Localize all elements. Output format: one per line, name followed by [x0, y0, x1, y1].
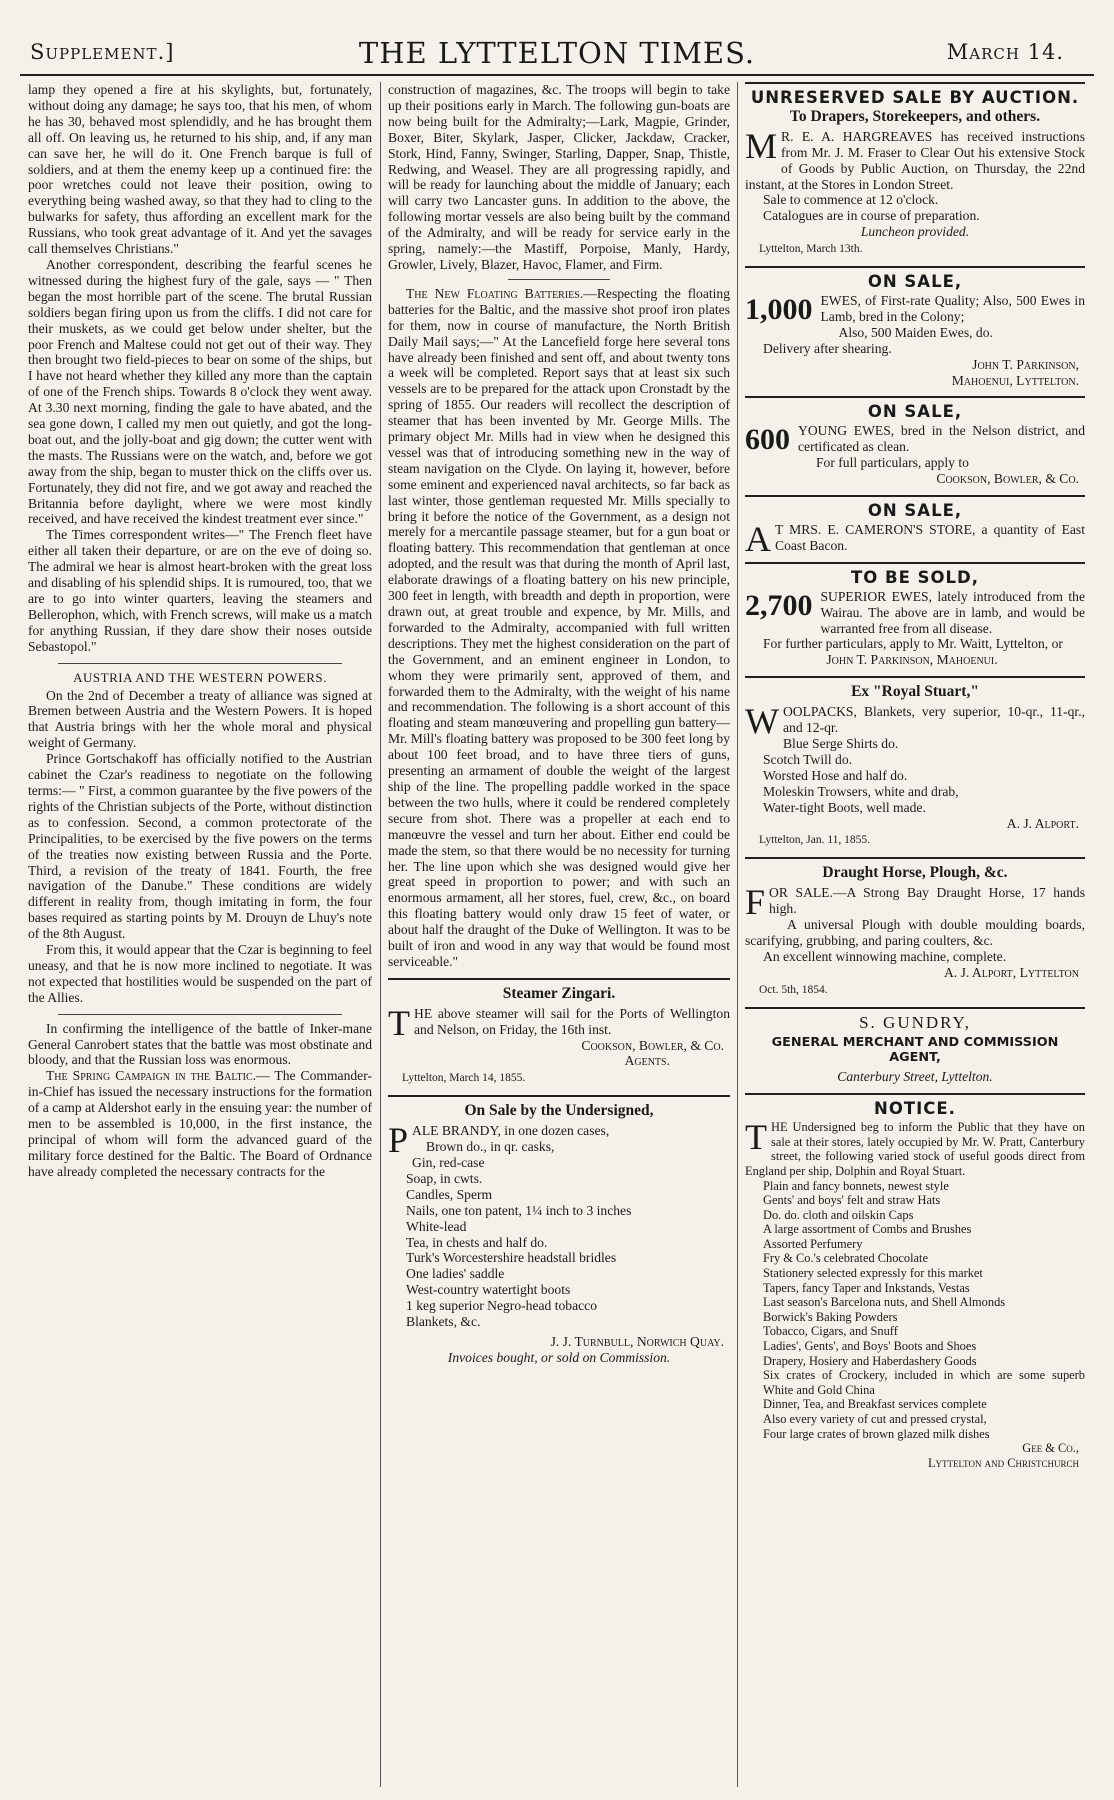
ad-subtitle: To Drapers, Storekeepers, and others.: [789, 107, 1041, 125]
list-item: Soap, in cwts.: [406, 1170, 483, 1186]
list-item: Blue Serge Shirts do.: [782, 736, 899, 751]
paragraph-heading: The New Floating Batteries.—: [406, 285, 597, 301]
list-item: Four large crates of brown glazed milk dishes: [763, 1426, 990, 1441]
list-item: Also every variety of cut and pressed crystal,: [763, 1412, 987, 1426]
ad-line: An excellent winnowing machine, complete.: [763, 948, 1007, 964]
divider: [745, 82, 1085, 84]
list-item: White-lead: [406, 1218, 467, 1234]
article-paragraph: In confirming the intelligence of the battle of Inker-mane General Canrobert states that the battle was most obstinate and bloody, and that the Russian loss was enormous.: [28, 1020, 372, 1068]
ad-quantity: 2,700: [745, 588, 813, 622]
article-paragraph: construction of magazines, &c. The troops will begin to take up their positions early in March. The following gun-boats are now being built for the Admiralty;—Lark, Magpie, Grinder, Boxer, Biter, Skylark, Jasper, Clicker, Jackdaw, Cracker, Stork, Hind, Fanny, Swinger, Starling, Dapper, Snap, Thistle, Redwing, and Weasel. They are all progressing rapidly, and will be ready for launching about the middle of January; each will carry two Lancaster guns. In addition to the above, the following mortar vessels are also being built by the command of the Admiralty, and will be ready for service early in the spring, namely:—the Mastiff, Porpoise, Manly, Hardy, Growler, Lively, Blazer, Havoc, Flamer, and Firm.: [388, 82, 730, 272]
merchant-name: S. GUNDRY,: [859, 1012, 971, 1032]
drop-cap: T: [388, 1002, 410, 1043]
list-item: Water-tight Boots, well made.: [763, 799, 926, 815]
list-item: Borwick's Baking Powders: [763, 1309, 898, 1324]
list-item: One ladies' saddle: [406, 1266, 505, 1282]
article-paragraph: lamp they opened a fire at his skylights, but, fortunately, without doing any damage; he says too, that his men, of whom he has 30, behaved most splendidly, and he has brought them all off. On leaving us, he returned to his ship, and, if any man can save her, he will do it. One French barque is full of soldiers, and at them the enemy keep up a continued fire: the poor wretches could not leave their position, owing to everything being washed away, so that they had to cling to the bulwarks for safety, thus affording an excellent mark for the Russians, who took great advantage of it. And yet the savages call themselves Christians.": [28, 82, 372, 257]
list-item: Six crates of Crockery, included in which are some superb White and Gold China: [763, 1368, 1085, 1397]
ad-title: NOTICE.: [874, 1099, 956, 1119]
ad-body: SUPERIOR EWES, lately introduced from the Wairau. The above are in lamb, and would be warranted free from all disease.: [820, 588, 1085, 636]
divider: [745, 396, 1085, 398]
ad-signature-address: Lyttelton and Christchurch: [927, 1455, 1079, 1470]
drop-cap: W: [745, 701, 779, 742]
ad-signature: A. J. Alport.: [1006, 815, 1079, 831]
ad-line: Sale to commence at 12 o'clock.: [763, 192, 939, 208]
column-divider: [737, 82, 738, 1787]
drop-cap: A: [745, 518, 771, 559]
ad-date: Lyttelton, March 14, 1855.: [402, 1072, 526, 1085]
divider: [745, 676, 1085, 678]
ad-auction: [745, 90, 1085, 258]
ad-signature: A. J. Alport, Lyttelton: [943, 964, 1079, 980]
ad-title: ON SALE,: [867, 402, 963, 422]
list-item: Nails, one ton patent, 1¼ inch to 3 inches: [406, 1202, 632, 1218]
divider: [58, 663, 342, 664]
ad-line: Delivery after shearing.: [763, 340, 892, 356]
ad-title: On Sale by the Undersigned,: [464, 1102, 654, 1120]
ad-body: R. E. A. HARGREAVES has received instructions from Mr. J. M. Fraser to Clear Out his extensive Stock of Goods by Public Auction, on Thursday, the 22nd instant, at the Stores in London Street.: [745, 128, 1085, 192]
article-paragraph: On the 2nd of December a treaty of alliance was signed at Bremen between Austria and the Western Powers. It is hoped that Austria brings with her the whole moral and physical weight of Germany.: [28, 687, 372, 751]
article-paragraph: From this, it would appear that the Czar is beginning to feel uneasy, and that he is now more inclined to negotiate. It was not expected that hostilities would be suspended on the part of the Allies.: [28, 942, 372, 1005]
ad-steamer-zingari: [388, 986, 730, 1087]
ad-date: Lyttelton, Jan. 11, 1855.: [759, 834, 871, 847]
ad-title: ON SALE,: [867, 500, 963, 520]
list-item: A large assortment of Combs and Brushes: [763, 1222, 972, 1237]
list-item: 1 keg superior Negro-head tobacco: [406, 1298, 597, 1314]
divider: [388, 978, 730, 980]
article-paragraph: [28, 1068, 372, 1179]
merchant-address: Canterbury Street, Lyttelton.: [837, 1069, 993, 1085]
ad-line: Luncheon provided.: [860, 224, 970, 240]
newspaper-title: THE LYTTELTON TIMES.: [358, 36, 756, 70]
ad-on-sale-undersigned: [388, 1103, 730, 1366]
divider: [58, 1014, 342, 1015]
article-paragraph: [388, 286, 730, 970]
drop-cap: P: [388, 1120, 409, 1161]
divider: [745, 1007, 1085, 1009]
ad-body: HE above steamer will sail for the Ports of Wellington and Nelson, on Friday, the 16th inst.: [414, 1005, 730, 1037]
column-3: [745, 82, 1085, 1792]
ad-body: EWES, of First-rate Quality; Also, 500 Ewes in Lamb, bred in the Colony;: [820, 292, 1085, 324]
ad-quantity: 600: [745, 423, 790, 457]
divider: [508, 279, 610, 280]
list-item: Fry & Co.'s celebrated Chocolate: [763, 1251, 928, 1266]
paragraph-heading: The Spring Campaign in the Baltic.—: [46, 1068, 270, 1084]
paragraph-text: Respecting the floating batteries for the Baltic, and the massive shot proof iron plates for them, now in course of manufacture, the North British Daily Mail says;—" At the Lancefield forge here several tons have already been finished and sent off, and about twenty tons a week will be completed. Report says that at least six such vessels are to be prepared for the attack upon Cronstadt by the spring of 1855. Our readers will recollect the description of steamer that has been invented by Mr. George Mills. The primary object Mr. Mills had in view when he designed this vessel was that of introducing something new in the way of steam navigation on the Clyde. On laying it, however, before some eminent and experienced naval architects, so far back as last winter, those gentleman requested Mr. Mills specially to bring it before the notice of the Government, as a design not merely for a mercantile passage steamer, but for a gun boat or floating battery. This recommendation that gentleman at once adopted, and the result was that during the month of April last, elaborate drawings of a floating battery on his new principle, 300 feet in length, with breadth and depth in proportion, were drawn out, at great trouble and expence, by Mr. Mills, and forwarded to the Admiralty, accompanied with full written descriptions. They met the highest consideration on the part of the Government, and an eminent engineer in London, to whom they were primarily sent, approved of them, and forwarded them to the Admiralty, with the weight of his name and recommendation. The following is a short account of this floating and steam manœuvering and propelling gun battery—Mr. Mill's floating battery was proposed to be 300 feet long by about 100 feet broad, and to have three tiers of guns, presenting an armament of double the weight of the largest ship of the line. The propelling paddle worked in the space between the two hulls, where it could be rendered completely secure from shot. There was a propeller at each end to manœuvre the vessel and turn her about. Either end could be made the stem, so that there would be no necessity for turning her. The line upon which she was designed would give her great speed in proportion to power; and with such an enormous armament, all her stores, fuel, crew, &c., on board this floating battery would only draw 15 feet of water, or about half the draught of the Duke of Wellington. It was to be built of iron and wood in any way that would be found most serviceable.": [388, 285, 730, 969]
divider: [745, 857, 1085, 859]
list-item: Candles, Sperm: [406, 1186, 493, 1202]
list-item: Gents' and boys' felt and straw Hats: [763, 1193, 941, 1208]
ad-footer: Invoices bought, or sold on Commission.: [447, 1349, 671, 1365]
list-item: Brown do., in qr. casks,: [426, 1139, 555, 1155]
section-heading: AUSTRIA AND THE WESTERN POWERS.: [73, 669, 327, 685]
list-item: Tea, in chests and half do.: [406, 1234, 548, 1250]
ad-signature: John T. Parkinson,: [972, 356, 1079, 372]
masthead: [20, 32, 1094, 76]
ad-line: For full particulars, apply to: [816, 455, 969, 471]
ad-signature-address: Mahoenui, Lyttelton.: [951, 372, 1079, 388]
divider: [745, 266, 1085, 268]
list-item: Blankets, &c.: [406, 1314, 481, 1330]
list-item: Plain and fancy bonnets, newest style: [763, 1178, 949, 1193]
ad-title: Ex "Royal Stuart,": [851, 683, 979, 701]
list-item: Dinner, Tea, and Breakfast services complete: [763, 1397, 987, 1412]
drop-cap: F: [745, 882, 766, 923]
list-item: Gin, red-case: [412, 1155, 485, 1170]
ad-to-be-sold: [745, 567, 1085, 668]
list-item: Moleskin Trowsers, white and drab,: [763, 783, 959, 799]
ad-on-sale-ewes: [745, 274, 1085, 388]
ad-line: Catalogues are in course of preparation.: [763, 208, 980, 224]
ad-first-line: OOLPACKS,: [782, 704, 857, 720]
ad-signature-role: Agents.: [624, 1053, 670, 1069]
list-item: Tobacco, Cigars, and Snuff: [763, 1324, 898, 1339]
supplement-label: Supplement.]: [30, 40, 175, 64]
list-item: West-country watertight boots: [406, 1282, 571, 1298]
ad-on-sale-bacon: [745, 500, 1085, 559]
ad-signature: Cookson, Bowler, & Co.: [581, 1037, 724, 1053]
ad-title: Steamer Zingari.: [502, 984, 616, 1002]
column-divider: [380, 82, 381, 1787]
column-2: [388, 82, 730, 1792]
divider: [745, 562, 1085, 564]
drop-cap: M: [745, 125, 778, 166]
divider: [388, 1095, 730, 1097]
ad-line: A universal Plough with double moulding boards, scarifying, grubbing, and paring coulters, &c.: [745, 917, 1085, 948]
ad-draught-horse: [745, 865, 1085, 998]
ad-line: For further particulars, apply to Mr. Waitt, Lyttelton, or: [763, 636, 1063, 652]
article-paragraph: The Times correspondent writes—" The French fleet have either all taken their departure, or are on the eve of doing so. The admiral we hear is almost heart-broken with the great loss and disabling of his splendid ships. It is rumoured, too, that we are to go into winter quarters, leaving the steamers and Bellerophon, which, with French screws, will make us a match for anything Russian, if they dare show their noses outside Sebastopol.": [28, 527, 372, 654]
ad-date: Oct. 5th, 1854.: [759, 983, 828, 996]
ad-signature: J. J. Turnbull, Norwich Quay.: [550, 1333, 724, 1349]
merchant-title: GENERAL MERCHANT AND COMMISSION AGENT,: [771, 1034, 1059, 1066]
ad-body: Blankets, very superior, 10-qr., 11-qr., and 12-qr.: [782, 704, 1085, 736]
ad-body: YOUNG EWES, bred in the Nelson district, and certificated as clean.: [798, 423, 1085, 455]
ad-signature: Gee & Co.,: [1022, 1441, 1079, 1456]
list-item: Scotch Twill do.: [763, 751, 853, 767]
ad-title: UNRESERVED SALE BY AUCTION.: [750, 88, 1080, 107]
list-item: Stationery selected expressly for this market: [763, 1266, 983, 1281]
article-paragraph: Another correspondent, describing the fearful scenes he witnessed during the highest fury of the gale, says — " Then began the most horrible part of the scene. The brutal Russian soldiers began firing upon us from the cliffs. I did not care for their muskets, as we could get below under shelter, but the poor French and Maltese could not get out of their way. They then brought two field-pieces to bear on some of the ships, but I have not heard whether they killed any more than the captain of one of the French ships. Towards 8 o'clock they went away. At 3.30 next morning, finding the gale to have abated, and the sea gone down, I called my men out quietly, and got the long-boat out, and the jolly-boat and gig down; the cutter went with the masts. The Russians were on the watch, and, before we got away from the ship, began to muster thick on the cliffs over us. Fortunately, they did not fire, and we got away and reached the Britannia before daylight, where we were most kindly received, and have received the kindest treatment ever since.": [28, 256, 372, 527]
ad-gundry: [745, 1012, 1085, 1086]
ad-line: Also, 500 Maiden Ewes, do.: [838, 324, 993, 340]
issue-date: March 14.: [946, 40, 1064, 64]
ad-first-line: ALE BRANDY, in one dozen cases,: [412, 1123, 610, 1139]
ad-title: ON SALE,: [867, 272, 963, 292]
list-item: Worsted Hose and half do.: [763, 767, 908, 783]
ad-signature: John T. Parkinson, Mahoenui.: [826, 652, 998, 668]
article-paragraph: Prince Gortschakoff has officially notified to the Austrian cabinet the Czar's readiness to negotiate on the following terms:— " First, a common guarantee by the five powers of the rights of the Christian subjects of the Porte, without distinction as to confession. Second, a common protectorate of the Principalities, to be exercised by the five powers on the terms of the treaties now existing between Russia and the Porte. Third, a revision of the treaty of 1841. Fourth, the free navigation of the Danube." These conditions are widely different in reality from, though imitating in form, the four bases required as starting points by M. Drouyn de Lhuy's note of the 8th August.: [28, 751, 372, 942]
ad-body: OR SALE.—A Strong Bay Draught Horse, 17 hands high.: [769, 885, 1085, 917]
list-item: Last season's Barcelona nuts, and Shell Almonds: [763, 1295, 1006, 1310]
divider: [745, 495, 1085, 497]
ad-on-sale-young-ewes: [745, 404, 1085, 487]
ad-date: Lyttelton, March 13th.: [759, 243, 863, 256]
divider: [745, 1093, 1085, 1095]
ad-title: TO BE SOLD,: [850, 567, 979, 587]
list-item: Drapery, Hosiery and Haberdashery Goods: [763, 1353, 977, 1368]
ad-body: T MRS. E. CAMERON'S STORE, a quantity of East Coast Bacon.: [775, 521, 1085, 553]
ad-body: HE Undersigned beg to inform the Public that they have on sale at their stores, lately occupied by Mr. W. Pratt, Canterbury street, the following varied stock of useful goods direct from England per ship, Dolphin and Royal Stuart.: [745, 1120, 1085, 1178]
paragraph-text: The Commander-in-Chief has issued the necessary instructions for the formation of a camp at Aldershot early in the ensuing year: the number of men to be assembled is 10,000, in the first instance, the principal of whom will form the advanced guard of the military force destined for the Baltic. The Board of Ordnance have already completed the necessary contracts for the: [28, 1068, 372, 1179]
ad-notice: [745, 1101, 1085, 1470]
list-item: Tapers, fancy Taper and Inkstands, Vestas: [763, 1280, 970, 1295]
drop-cap: T: [745, 1117, 767, 1158]
ad-quantity: 1,000: [745, 292, 813, 326]
column-1: [28, 82, 372, 1792]
list-item: Assorted Perfumery: [763, 1236, 863, 1251]
ad-title: Draught Horse, Plough, &c.: [822, 864, 1008, 882]
list-item: Turk's Worcestershire headstall bridles: [406, 1250, 617, 1266]
item-list: [388, 1139, 730, 1330]
item-list: [745, 1179, 1085, 1442]
list-item: Ladies', Gents', and Boys' Boots and Shoes: [763, 1339, 977, 1354]
list-item: Do. do. cloth and oilskin Caps: [763, 1207, 914, 1222]
ad-signature: Cookson, Bowler, & Co.: [936, 471, 1079, 487]
ad-royal-stuart: [745, 684, 1085, 849]
